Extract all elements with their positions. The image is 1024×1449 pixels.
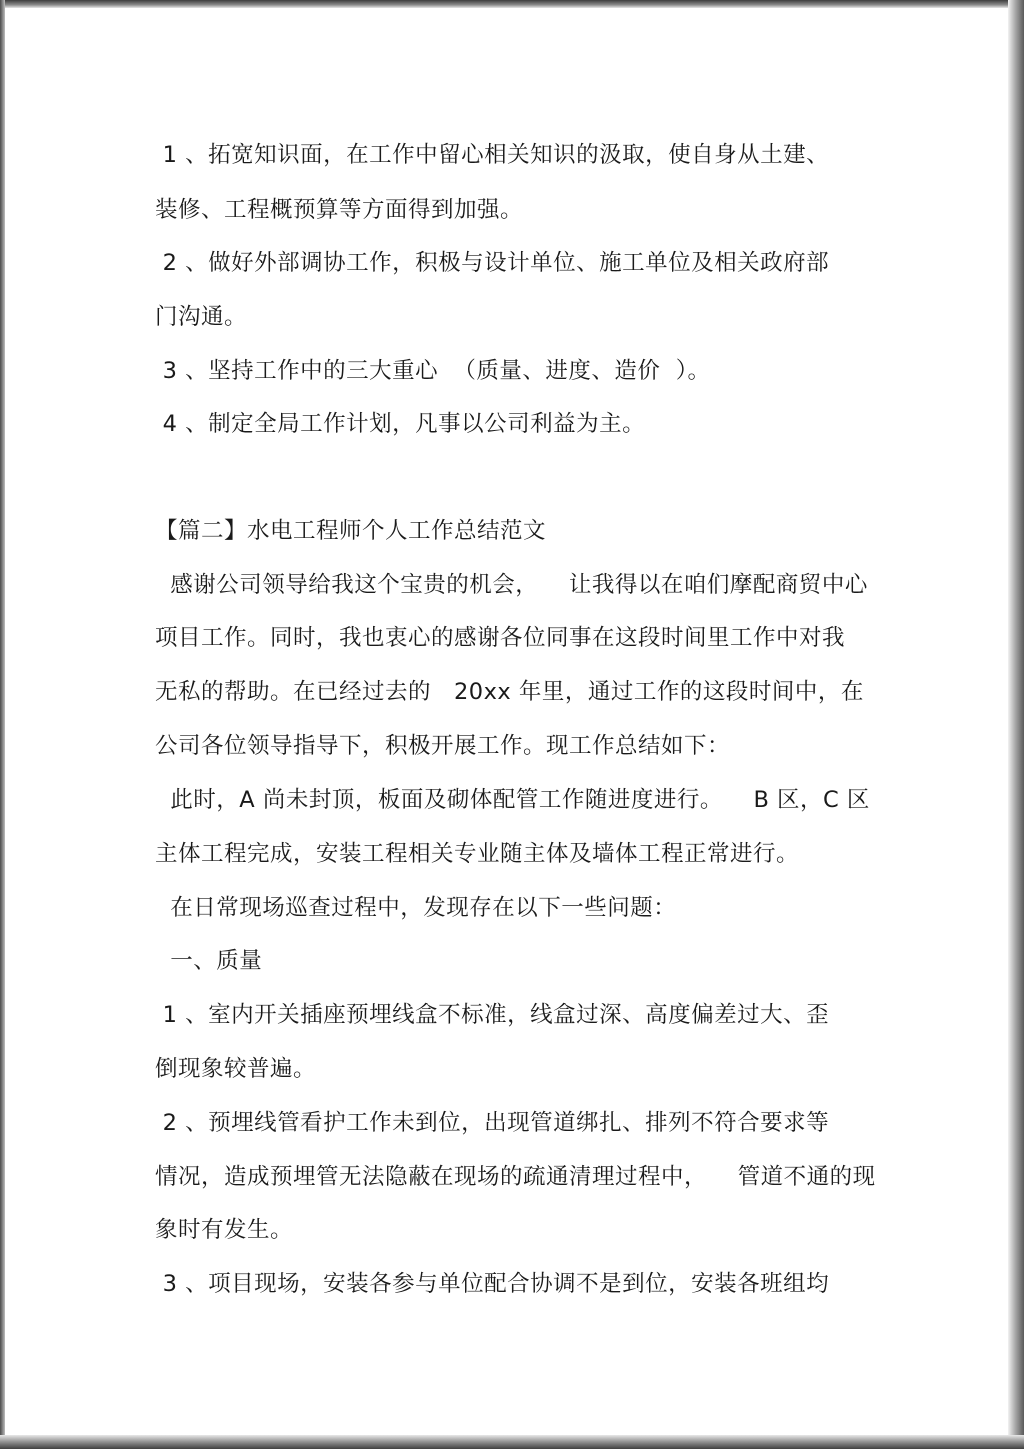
page-edge-top	[0, 0, 1024, 8]
text-line: 门沟通。	[155, 304, 248, 330]
text-line: 装修、工程概预算等方面得到加强。	[155, 197, 524, 223]
section-title: 【篇二】水电工程师个人工作总结范文	[155, 518, 547, 544]
page-edge-bottom	[0, 1435, 1024, 1449]
page-edge-left	[0, 0, 5, 1449]
text-line: 在日常现场巡查过程中，发现存在以下一些问题：	[155, 895, 677, 921]
text-line: 3 、坚持工作中的三大重心 （质量、进度、造价 ）。	[155, 358, 711, 384]
text-line: 主体工程完成，安装工程相关专业随主体及墙体工程正常进行。	[155, 841, 800, 867]
text-line: 3 、项目现场，安装各参与单位配合协调不是到位，安装各班组均	[155, 1271, 830, 1297]
text-line: 感谢公司领导给我这个宝贵的机会， 让我得以在咱们摩配商贸中心	[155, 572, 868, 598]
subsection-heading: 一、质量	[155, 948, 263, 974]
text-line: 无私的帮助。在已经过去的 20xx 年里，通过工作的这段时间中，在	[155, 679, 864, 705]
page-edge-right	[1008, 0, 1024, 1449]
text-line: 公司各位领导指导下，积极开展工作。现工作总结如下：	[155, 733, 731, 759]
text-line: 象时有发生。	[155, 1217, 294, 1243]
text-line: 项目工作。同时，我也衷心的感谢各位同事在这段时间里工作中对我	[155, 625, 846, 651]
text-line: 2 、预埋线管看护工作未到位，出现管道绑扎、排列不符合要求等	[155, 1110, 830, 1136]
text-line: 4 、制定全局工作计划，凡事以公司利益为主。	[155, 411, 646, 437]
text-line: 倒现象较普遍。	[155, 1056, 317, 1082]
text-line: 此时，A 尚未封顶，板面及砌体配管工作随进度进行。 B 区，C 区	[155, 787, 870, 813]
text-line: 1 、室内开关插座预埋线盒不标准，线盒过深、高度偏差过大、歪	[155, 1002, 830, 1028]
text-line: 1 、拓宽知识面，在工作中留心相关知识的汲取，使自身从土建、	[155, 142, 830, 168]
text-line: 2 、做好外部调协工作，积极与设计单位、施工单位及相关政府部	[155, 250, 830, 276]
text-line: 情况，造成预埋管无法隐蔽在现场的疏通清理过程中， 管道不通的现	[155, 1164, 876, 1190]
